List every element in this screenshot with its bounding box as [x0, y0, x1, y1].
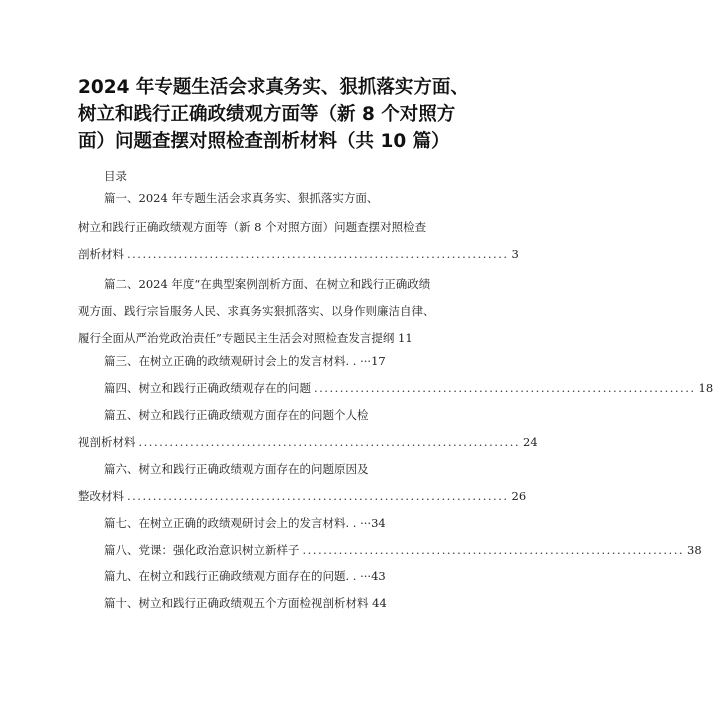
toc-entry-text: 篇八、党课：强化政治意识树立新样子	[104, 543, 300, 557]
page-number: 18	[698, 381, 713, 395]
toc-entry-leader-line[interactable]	[78, 245, 519, 263]
toc-entry-leader-line[interactable]	[78, 541, 702, 559]
toc-entry-text: 篇四、树立和践行正确政绩观存在的问题	[104, 381, 311, 395]
title-line: 面）问题查摆对照检查剖析材料（共 10 篇）	[78, 131, 450, 152]
toc-entry-line[interactable]: 篇五、树立和践行正确政绩观方面存在的问题个人检	[104, 408, 369, 422]
dot-leader: ..........................................................................	[138, 435, 521, 449]
toc-entry-line[interactable]: 篇六、树立和践行正确政绩观方面存在的问题原因及	[104, 462, 369, 476]
document-title	[78, 74, 469, 155]
toc-entry-line[interactable]: 树立和践行正确政绩观方面等（新 8 个对照方面）问题查摆对照检查	[78, 220, 427, 234]
toc-heading: 目录	[104, 169, 127, 183]
toc-entry-leader-line[interactable]	[78, 433, 538, 451]
title-line: 2024 年专题生活会求真务实、狠抓落实方面、	[78, 77, 469, 98]
toc-entry-leader-line[interactable]	[78, 379, 713, 397]
toc-entry-line[interactable]: 篇九、在树立和践行正确政绩观方面存在的问题. . ···43	[104, 569, 386, 583]
toc-entry-line[interactable]: 履行全面从严治党政治责任”专题民主生活会对照检查发言提纲 11	[78, 331, 413, 345]
toc-entry-text: 整改材料	[78, 489, 124, 503]
toc-entry-line[interactable]: 篇十、树立和践行正确政绩观五个方面检视剖析材料 44	[104, 596, 387, 610]
page-number: 3	[511, 247, 519, 261]
toc-entry-text: 视剖析材料	[78, 435, 136, 449]
toc-entry-line[interactable]: 篇一、2024 年专题生活会求真务实、狠抓落实方面、	[104, 191, 379, 205]
dot-leader: ..........................................................................	[127, 489, 509, 503]
toc-entry-leader-line[interactable]	[78, 487, 527, 505]
dot-leader: ..........................................................................	[127, 247, 509, 261]
toc-entry-line[interactable]: 篇二、2024 年度“在典型案例剖析方面、在树立和践行正确政绩	[104, 277, 431, 291]
dot-leader: ..........................................................................	[314, 381, 696, 395]
page-number: 26	[511, 489, 527, 503]
page-number: 38	[687, 543, 702, 557]
dot-leader: ..........................................................................	[302, 543, 685, 557]
title-line: 树立和践行正确政绩观方面等（新 8 个对照方	[78, 104, 456, 125]
page-number: 24	[523, 435, 538, 449]
toc-entry-line[interactable]: 篇三、在树立正确的政绩观研讨会上的发言材料. . ···17	[104, 354, 386, 368]
toc-entry-line[interactable]: 篇七、在树立正确的政绩观研讨会上的发言材料. . ···34	[104, 516, 386, 530]
toc-entry-text: 剖析材料	[78, 247, 124, 261]
toc-entry-line[interactable]: 观方面、践行宗旨服务人民、求真务实狠抓落实、以身作则廉洁自律、	[78, 304, 435, 318]
